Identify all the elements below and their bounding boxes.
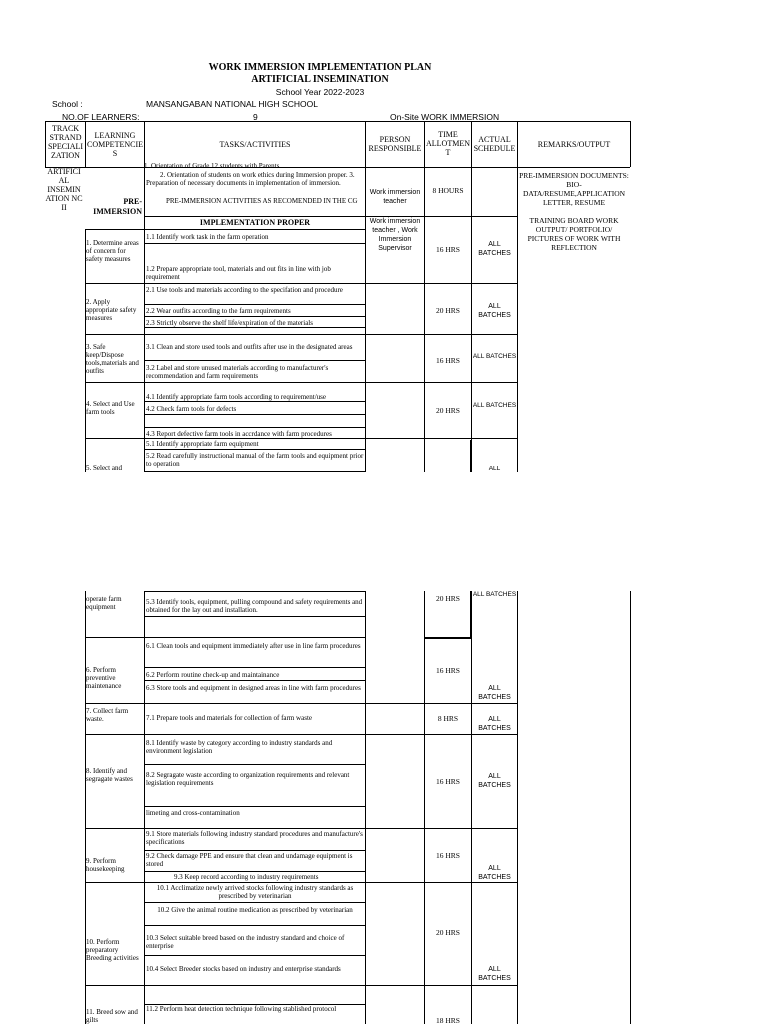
rule xyxy=(144,360,365,361)
time-8: 16 HRS xyxy=(436,777,460,786)
cutoff-text: 1. Orientation of Grade 12 students with Parents. xyxy=(144,163,282,170)
competency-8: 8. Identify and segragate wastes xyxy=(86,767,133,783)
pre-remarks: PRE-IMMERSION DOCUMENTS: BIO-DATA/RESUME,APPLICATION LETTER, RESUME xyxy=(519,171,629,207)
school-label: School : xyxy=(52,99,83,109)
competency-6: 6. Perform preventive maintenance xyxy=(86,666,122,690)
rule xyxy=(144,680,365,681)
school-year: School Year 2022-2023 xyxy=(275,87,365,97)
rule xyxy=(85,985,517,986)
time-3: 16 HRS xyxy=(436,356,460,365)
task-3-1: 3.1 Clean and store used tools and outfits after use in the designated areas xyxy=(146,343,353,351)
rule xyxy=(630,591,631,1024)
time-6: 16 HRS xyxy=(436,666,460,675)
schedule-10: ALL BATCHES xyxy=(478,966,511,982)
time-5: 20 HRS xyxy=(436,594,460,603)
competency-5b: operate farm equipment xyxy=(86,595,122,611)
col-time: TIME ALLOTMEN T xyxy=(426,130,470,157)
rule xyxy=(85,828,517,829)
col-person: PERSON RESPONSIBLE xyxy=(368,135,422,153)
rule xyxy=(144,806,365,807)
rule xyxy=(365,167,366,472)
rule xyxy=(144,414,365,415)
rule xyxy=(424,591,425,1024)
pre-immersion-label: PRE- IMMERSION xyxy=(93,197,142,216)
col-competency: LEARNING COMPETENCIE S xyxy=(87,131,143,158)
task-10-1: 10.1 Acclimatize newly arrived stocks following industry standards as prescribed by veterinarian xyxy=(156,884,354,900)
task-6-3: 6.3 Store tools and equipment in designed areas in line with farm procedures xyxy=(146,684,361,692)
schedule-6: ALL BATCHES xyxy=(478,685,511,701)
rule xyxy=(144,667,365,668)
rule xyxy=(144,316,365,317)
rule xyxy=(144,764,365,765)
rule xyxy=(85,637,365,638)
rule xyxy=(365,591,366,1024)
task-4-2: 4.2 Check farm tools for defects xyxy=(146,405,237,413)
task-1-1: 1.1 Identify work task in the farm operation xyxy=(146,233,269,241)
competency-10: 10. Perform preparatory Breeding activities xyxy=(86,938,139,962)
schedule-7: ALL BATCHES xyxy=(478,716,511,732)
competency-11: 11. Breed sow and gilts xyxy=(86,1008,138,1024)
time-4: 20 HRS xyxy=(436,406,460,415)
doc-subtitle: ARTIFICIAL INSEMINATION xyxy=(251,74,389,85)
task-9-3: 9.3 Keep record according to industry requirements xyxy=(174,873,319,881)
rule xyxy=(424,637,471,639)
task-9-1: 9.1 Store materials following industry standard procedures and manufacture's specifications xyxy=(146,830,363,846)
col-track: TRACK STRAND SPECIALI ZATION xyxy=(47,124,84,160)
rule xyxy=(144,427,365,428)
rule xyxy=(85,229,365,230)
school-name: MANSANGABAN NATIONAL HIGH SCHOOL xyxy=(146,99,318,109)
task-5-3: 5.3 Identify tools, equipment, pulling compound and safety requirements and obtained for the lay out and installation. xyxy=(146,598,363,614)
competency-1: 1. Determine areas of concern for safety measures xyxy=(86,239,139,263)
task-6-1: 6.1 Clean tools and equipment immediately after use in line farm procedures xyxy=(146,642,361,650)
time-1: 16 HRS xyxy=(436,245,460,254)
rule xyxy=(144,401,365,402)
task-4-3: 4.3 Report defective farm tools in accrdance with farm procedures xyxy=(146,430,332,438)
onsite-label: On-Site WORK IMMERSION xyxy=(390,112,500,122)
schedule-5-cut: ALL xyxy=(488,466,501,472)
time-7: 8 HRS xyxy=(437,714,459,723)
col-actual: ACTUAL SCHEDULE xyxy=(473,135,516,153)
task-1-2: 1.2 Prepare appropriate tool, materials and out fits in line with job requirement xyxy=(146,265,331,281)
pre-time: 8 HOURS xyxy=(432,186,464,195)
task-10-4: 10.4 Select Breeder stocks based on industry and enterprise standards xyxy=(146,965,341,973)
task-10-3: 10.3 Select suitable breed based on the industry standard and choice of enterprise xyxy=(146,934,345,950)
rule xyxy=(85,882,517,883)
rule xyxy=(630,121,631,167)
rule xyxy=(85,334,517,335)
task-2-2: 2.2 Wear outfits according to the farm requirements xyxy=(146,307,291,315)
competency-5: 5. Select and xyxy=(86,464,122,472)
task-6-2: 6.2 Perform routine check-up and maintainance xyxy=(146,671,280,679)
rule xyxy=(144,591,145,1024)
competency-7: 7. Collect farm waste. xyxy=(86,707,129,723)
rule xyxy=(45,121,630,122)
task-3-2: 3.2 Label and store unused materials according to manufacturer's recommendation and farm requirements xyxy=(146,364,329,380)
rule xyxy=(144,955,365,956)
rule xyxy=(517,167,518,472)
time-9: 16 HRS xyxy=(436,851,460,860)
rule xyxy=(144,850,365,851)
competency-4: 4. Select and Use farm tools xyxy=(86,400,135,416)
rule xyxy=(144,471,365,472)
task-11-2: 11.2 Perform heat detection technique following stablished protocol xyxy=(146,1005,337,1013)
rule xyxy=(144,304,365,305)
rule xyxy=(144,216,365,217)
rule xyxy=(144,902,365,903)
schedule-2: ALL BATCHES xyxy=(478,303,511,319)
schedule-4: ALL BATCHES xyxy=(472,402,517,409)
learners-value: 9 xyxy=(253,112,258,122)
learners-label: NO.OF LEARNERS: xyxy=(62,112,140,122)
doc-title: WORK IMMERSION IMPLEMENTATION PLAN xyxy=(208,62,432,73)
rule xyxy=(85,734,517,735)
schedule-5: ALL BATCHES xyxy=(472,591,517,598)
rule xyxy=(144,327,365,328)
pre-task-2: PRE-IMMERSION ACTIVITIES AS RECOMENDED IN THE CG xyxy=(166,197,358,205)
impl-remarks: TRAINING BOARD WORK OUTPUT/ PORTFOLIO/ PICTURES OF WORK WITH REFLECTION xyxy=(527,216,621,252)
rule xyxy=(85,703,517,704)
task-5-1: 5.1 Identify appropriate farm equipment xyxy=(146,440,259,448)
schedule-3: ALL BATCHES xyxy=(472,353,517,360)
task-10-2: 10.2 Give the animal routine medication as prescribed by veterinarian xyxy=(157,906,353,914)
task-8-3: limeting and cross-contamination xyxy=(146,809,240,817)
competency-3: 3. Safe keep/Dispose tools,materials and outfits xyxy=(86,343,139,375)
rule xyxy=(85,283,517,284)
time-2: 20 HRS xyxy=(436,306,460,315)
time-11: 18 HRS xyxy=(436,1016,460,1024)
task-8-2: 8.2 Segragate waste according to organization requirements and relevant legislation requirements xyxy=(146,771,350,787)
task-9-2: 9.2 Check damage PPE and ensure that clean and undamage equipment is stored xyxy=(146,852,353,868)
rule xyxy=(144,591,365,592)
rule xyxy=(424,167,425,472)
pre-task: 2. Orientation of students on work ethics during Immersion proper. 3. Preparation of necessary documents in implementation of immersion. xyxy=(146,171,355,187)
schedule-9: ALL BATCHES xyxy=(478,865,511,881)
impl-person: Work immersion teacher , Work Immersion Supervisor xyxy=(369,218,421,252)
rule xyxy=(85,382,517,383)
task-8-1: 8.1 Identify waste by category according to industry standards and environment legislation xyxy=(146,739,333,755)
rule xyxy=(85,438,517,439)
rule xyxy=(144,616,365,617)
rule xyxy=(144,925,365,926)
competency-9: 9. Perform housekeeping xyxy=(86,857,125,873)
rule xyxy=(144,243,365,244)
time-10: 20 HRS xyxy=(436,928,460,937)
task-7-1: 7.1 Prepare tools and materials for collection of farm waste xyxy=(146,714,312,722)
track-value: ARTIFICI AL INSEMIN ATION NC II xyxy=(45,167,83,212)
task-2-1: 2.1 Use tools and materials according to the specifation and procedure xyxy=(146,286,343,294)
task-2-3: 2.3 Strictly observe the shelf life/expiration of the materials xyxy=(146,319,313,327)
rule xyxy=(144,871,365,872)
schedule-1: ALL BATCHES xyxy=(478,241,511,257)
schedule-8: ALL BATCHES xyxy=(478,773,511,789)
col-remarks: REMARKS/OUTPUT xyxy=(537,140,611,149)
impl-proper-label: IMPLEMENTATION PROPER xyxy=(199,218,311,227)
col-tasks: TASKS/ACTIVITIES xyxy=(219,140,291,149)
task-4-1: 4.1 Identify appropriate farm tools according to requirement/use xyxy=(146,393,326,401)
task-5-2: 5.2 Read carefully instructional manual of the farm tools and equipment prior to operation xyxy=(146,452,364,468)
pre-person: Work immersion teacher xyxy=(369,189,421,205)
rule xyxy=(517,591,518,1024)
rule xyxy=(144,449,365,450)
competency-2: 2. Apply appropriate safety measures xyxy=(86,298,137,322)
